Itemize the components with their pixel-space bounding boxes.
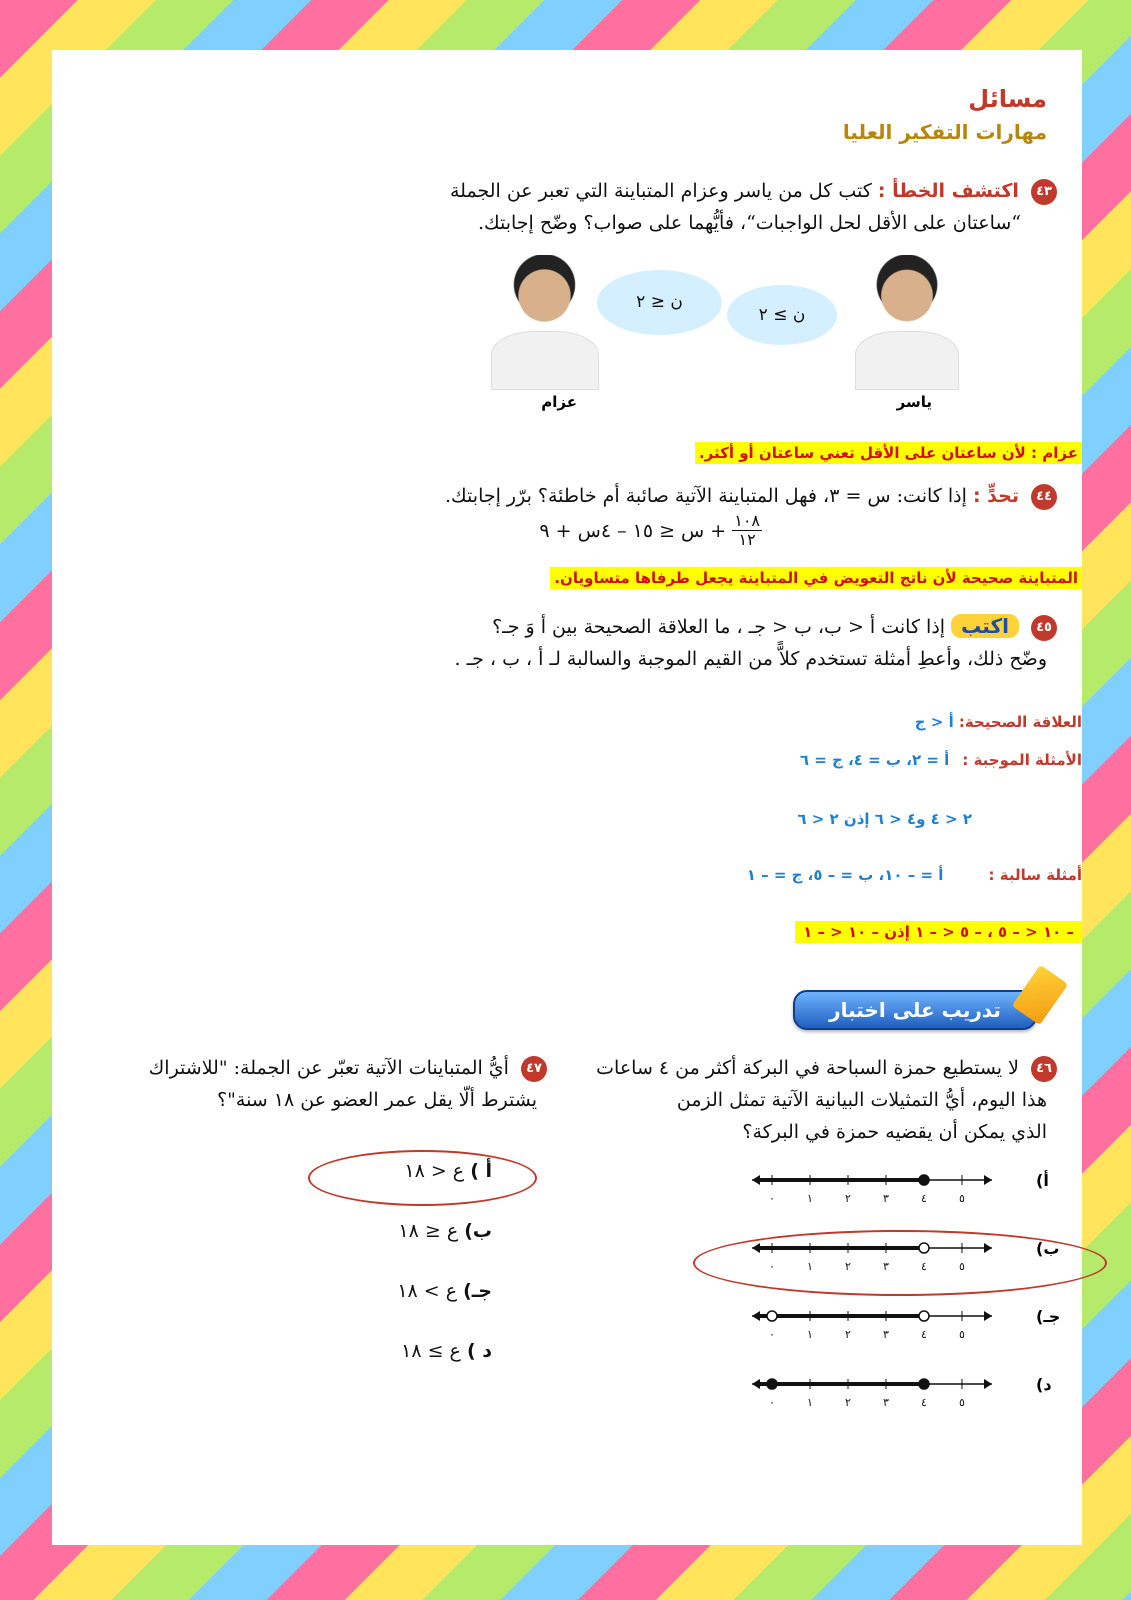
tick-label: ٢ (845, 1260, 851, 1273)
tick-label: ١ (807, 1192, 813, 1205)
answer-highlight-ellipse (693, 1230, 1107, 1296)
option-c[interactable]: جـ) ع > ١٨ (397, 1280, 492, 1302)
number-line-option[interactable] (752, 1307, 1060, 1341)
question-text-line1: أيُّ المتباينات الآتية تعبّر عن الجملة: "للاشتراك (148, 1057, 509, 1079)
answer-43: عزام : لأن ساعتان على الأقل تعني ساعتان أو أكثر. (695, 443, 1082, 462)
azzam-name: عزام (541, 393, 577, 411)
closed-endpoint (919, 1175, 929, 1185)
tick-label: ٠ (769, 1328, 775, 1341)
question-text-line1: لا يستطيع حمزة السباحة في البركة أكثر من ٤ ساعات (596, 1057, 1019, 1079)
question-heading: تحدٍّ : (972, 485, 1019, 507)
tick-label: ٥ (959, 1396, 965, 1409)
open-endpoint (919, 1311, 929, 1321)
question-text-line3: الذي يمكن أن يقضيه حمزة في البركة؟ (742, 1121, 1047, 1143)
tick-label: ٥ (959, 1260, 965, 1273)
yasser-photo (842, 255, 972, 390)
tick-label: ١ (807, 1328, 813, 1341)
tick-label: ٤ (921, 1396, 927, 1409)
tick-label: ٥ (959, 1192, 965, 1205)
option-b[interactable]: ب) ع ≤ ١٨ (398, 1220, 492, 1242)
negative-result: – ١٠ < – ٥ ، – ٥ < – ١ إذن – ١٠ < – ١ (795, 922, 1082, 941)
number-line-option[interactable] (752, 1375, 1052, 1409)
yasser-inequality: ن ≥ ٢ (758, 305, 806, 325)
tick-label: ٣ (883, 1328, 889, 1341)
option-label: جـ) (1036, 1307, 1061, 1326)
positive-examples: الأمثلة الموجبة : أ = ٢، ب = ٤، ج = ٦ (799, 751, 1082, 769)
azzam-inequality: ن ≤ ٢ (636, 292, 683, 312)
fraction-numerator: ١٠٨ (734, 511, 760, 530)
fraction (732, 512, 762, 549)
tick-label: ٥ (959, 1328, 965, 1341)
question-43 (97, 175, 1057, 239)
closed-endpoint (767, 1379, 777, 1389)
tick-label: ٤ (921, 1260, 927, 1273)
option-label: د) (1036, 1375, 1052, 1394)
azzam-photo (477, 255, 612, 390)
tick-label: ٢ (845, 1396, 851, 1409)
tick-label: ٠ (769, 1260, 775, 1273)
answer-highlight-ellipse (308, 1150, 537, 1206)
section-subtitle: مهارات التفكير العليا (842, 120, 1047, 144)
azzam-speech-bubble (597, 270, 722, 335)
question-number: ٤٣ (1031, 179, 1057, 205)
option-label: ب) (1036, 1239, 1060, 1258)
tick-label: ١ (807, 1396, 813, 1409)
question-heading: اكتب (951, 614, 1019, 638)
option-d[interactable]: د ) ع ≥ ١٨ (401, 1340, 492, 1362)
number-line-options (722, 1160, 1061, 1440)
question-47 (82, 1052, 547, 1116)
tick-label: ٣ (883, 1260, 889, 1273)
yasser-name: ياسر (896, 393, 932, 411)
question-46 (587, 1052, 1057, 1148)
expression-rest: + س ≤ ١٥ – ٤س + ٩ (539, 519, 727, 542)
question-text-line1: كتب كل من ياسر وعزام المتباينة التي تعبر عن الجملة (450, 180, 872, 202)
tick-label: ٣ (883, 1396, 889, 1409)
relation-answer: العلاقة الصحيحة: أ < ج (914, 713, 1082, 731)
positive-result: ٢ < ٤ و٤ < ٦ إذن ٢ < ٦ (797, 810, 972, 828)
question-text-line2: وضّح ذلك، وأعطِ أمثلة تستخدم كلاًّ من القيم الموجبة والسالبة لـ أ ، ب ، جـ . (454, 648, 1047, 670)
number-line-option[interactable] (752, 1170, 1049, 1205)
inequality-expression (539, 512, 762, 549)
yasser-speech-bubble (727, 285, 837, 345)
axis-arrow (984, 1175, 992, 1185)
answer-44: المتباينة صحيحة لأن ناتج التعويض في المتباينة يجعل طرفاها متساويان. (550, 568, 1082, 587)
test-practice-banner: تدريب على اختبار (793, 990, 1037, 1030)
tick-label: ١ (807, 1260, 813, 1273)
number-lines-svg (722, 1160, 1061, 1432)
tick-label: ٠ (769, 1396, 775, 1409)
fraction-denominator: ١٢ (738, 530, 756, 549)
question-text-line2: “ساعتان على الأقل لحل الواجبات“، فأيُّهما على صواب؟ وضّح إجابتك. (477, 212, 1021, 234)
question-text-line2: هذا اليوم، أيُّ التمثيلات البيانية الآتية تمثل الزمن (676, 1089, 1047, 1111)
worksheet-page (52, 50, 1082, 1545)
question-45 (97, 610, 1057, 675)
question-number: ٤٦ (1031, 1056, 1057, 1082)
tick-label: ٠ (769, 1192, 775, 1205)
open-endpoint (767, 1311, 777, 1321)
option-label: أ) (1036, 1171, 1049, 1190)
negative-examples: أمثلة سالبة : أ = – ١٠، ب = – ٥، ج = – ١ (746, 866, 1082, 884)
tick-label: ٢ (845, 1192, 851, 1205)
section-title: مسائل (968, 85, 1047, 113)
tick-label: ٢ (845, 1328, 851, 1341)
question-number: ٤٥ (1031, 615, 1057, 641)
question-text-line1: إذا كانت أ < ب، ب < جـ ، ما العلاقة الصحيحة بين أ وَ جـ؟ (492, 616, 946, 638)
question-text-line1: إذا كانت: س = ٣، فهل المتباينة الآتية صائبة أم خاطئة؟ برّر إجابتك. (445, 485, 967, 507)
axis-arrow (984, 1311, 992, 1321)
question-number: ٤٧ (521, 1056, 547, 1082)
question-44 (97, 480, 1057, 512)
tick-label: ٣ (883, 1192, 889, 1205)
tick-label: ٤ (921, 1192, 927, 1205)
question-heading: اكتشف الخطأ : (877, 180, 1019, 202)
closed-endpoint (919, 1379, 929, 1389)
axis-arrow (984, 1379, 992, 1389)
question-text-line2: يشترط ألّا يقل عمر العضو عن ١٨ سنة"؟ (217, 1089, 537, 1111)
option-a[interactable]: أ ) ع < ١٨ (404, 1160, 492, 1182)
tick-label: ٤ (921, 1328, 927, 1341)
question-number: ٤٤ (1031, 484, 1057, 510)
